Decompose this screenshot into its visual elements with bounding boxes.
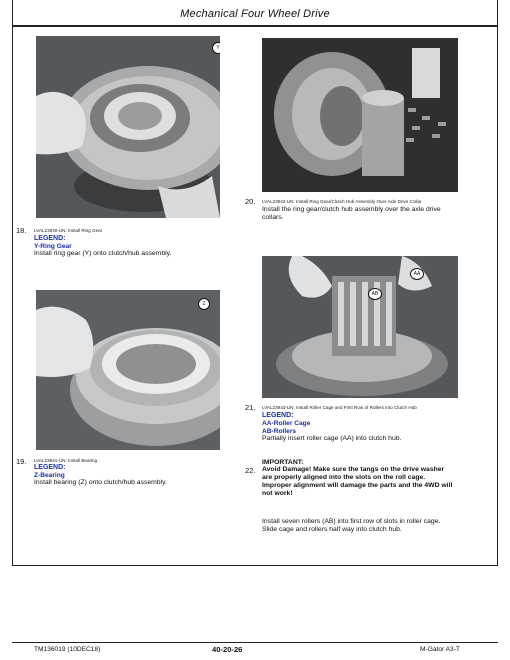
callout-aa: AA xyxy=(410,268,424,280)
instruction-20-line1: Install the ring gear/clutch hub assembly over the axle drive xyxy=(262,206,441,213)
caption-21: LVAL23943-UN: Install Roller Cage and First Row of Rollers Into Clutch Hub xyxy=(262,405,417,410)
caption-18: LVAL23940-UN: Install Ring Gear xyxy=(34,228,103,233)
step-number-18: 18. xyxy=(16,226,27,235)
page-header-title: Mechanical Four Wheel Drive xyxy=(180,8,330,20)
warning-line-3: Improper alignment will damage the parts and the 4WD will xyxy=(262,482,453,489)
instruction-21: Partially insert roller cage (AA) into clutch hub. xyxy=(262,435,402,442)
warning-line-1: Avoid Damage! Make sure the tangs on the drive washer xyxy=(262,466,445,473)
legend-item-bearing: Z-Bearing xyxy=(34,472,65,479)
footer-rule xyxy=(12,642,498,643)
footer-doc-id: TM136019 (10DEC18) xyxy=(34,646,101,653)
callout-z: Z xyxy=(198,298,210,310)
caption-19: LVAL23941-UN: Install Bearing xyxy=(34,458,98,463)
caption-20: LVAL23942-UN: Install Ring Gear/Clutch Hub Assembly Over Axle Drive Collar xyxy=(262,199,422,204)
step-number-20: 20. xyxy=(245,197,256,206)
instruction-20-line2: collars. xyxy=(262,214,284,221)
photo-install-roller-cage xyxy=(262,256,458,398)
photo-install-ring-gear xyxy=(36,36,220,218)
instruction-22-line1: Install seven rollers (AB) into first row of slots in roller cage. xyxy=(262,518,441,525)
instruction-19: Install bearing (Z) onto clutch/hub assembly. xyxy=(34,479,167,486)
legend-item-rollers: AB-Rollers xyxy=(262,428,297,435)
legend-heading-21: LEGEND: xyxy=(262,412,294,419)
warning-line-2: are properly aligned into the slots on the roll cage. xyxy=(262,474,426,481)
photo-install-hub-over-collar xyxy=(262,38,458,192)
legend-item-ring-gear: Y-Ring Gear xyxy=(34,243,72,250)
footer-page-number: 40-20-26 xyxy=(212,645,243,654)
step-number-21: 21. xyxy=(245,403,256,412)
footer-model: M-Gator A3-T xyxy=(420,646,460,653)
step-number-19: 19. xyxy=(16,457,27,466)
instruction-18: Install ring gear (Y) onto clutch/hub assembly. xyxy=(34,250,172,257)
legend-heading-18: LEGEND: xyxy=(34,235,66,242)
legend-heading-19: LEGEND: xyxy=(34,464,66,471)
header-frame xyxy=(12,0,498,26)
step-number-22: 22. xyxy=(245,466,256,475)
legend-item-roller-cage: AA-Roller Cage xyxy=(262,420,311,427)
important-heading: IMPORTANT: xyxy=(262,459,304,466)
instruction-22-line2: Slide cage and rollers half way into clutch hub. xyxy=(262,526,402,533)
callout-y: Y xyxy=(212,42,220,54)
photo-install-bearing xyxy=(36,290,220,450)
callout-ab: AB xyxy=(368,288,382,300)
warning-line-4: not work! xyxy=(262,490,293,497)
